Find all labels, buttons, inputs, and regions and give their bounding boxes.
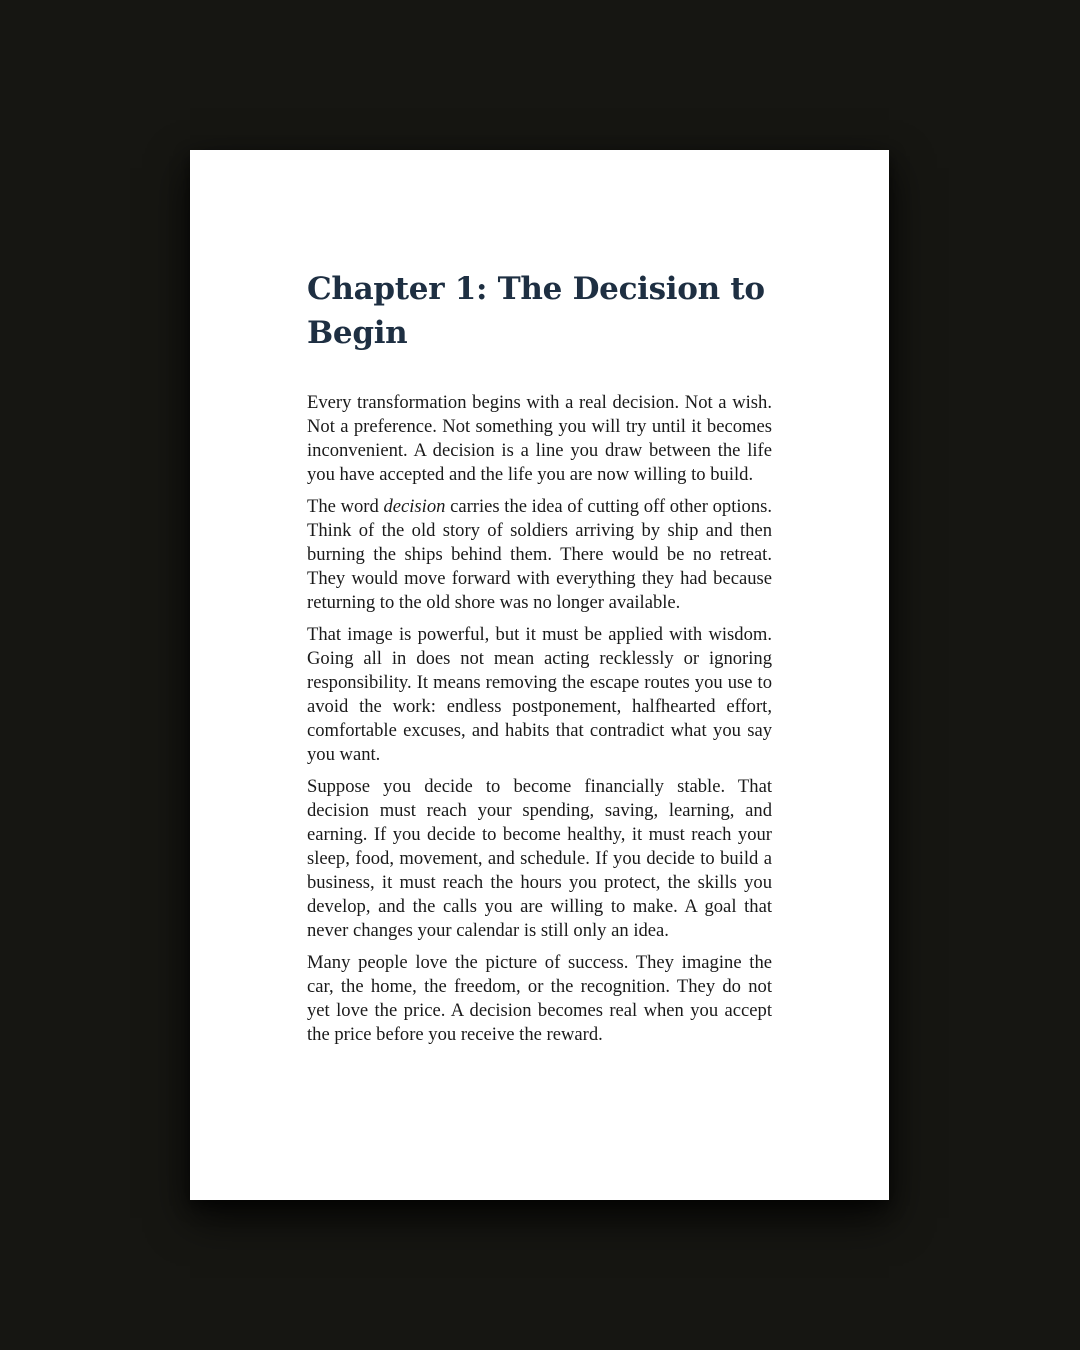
- paragraph-2-lead: The word: [307, 496, 384, 517]
- chapter-body: [307, 391, 772, 1047]
- paragraph-3: That image is powerful, but it must be applied with wisdom. Going all in does not mean acting recklessly or ignoring responsibility. It means removing the escape routes you use to avoid the work: endless postponement, halfhearted effort, comfortable excuses, and habits that contradict what you say you want.: [307, 624, 772, 765]
- paragraph-2: [307, 495, 772, 615]
- paragraph-4: Suppose you decide to become financially stable. That decision must reach your spending, saving, learning, and earning. If you decide to become healthy, it must reach your sleep, food, movement, and schedule. If you decide to build a business, it must reach the hours you protect, the skills you develop, and the calls you are willing to make. A goal that never changes your calendar is still only an idea.: [307, 776, 772, 941]
- emphasized-word: decision: [383, 496, 446, 517]
- paragraph-2-rest: carries the idea of cutting off other options. Think of the old story of soldiers arriving by ship and then burning the ships behind them. There would be no retreat. They would move forward with everything they had because returning to the old shore was no longer available.: [307, 496, 773, 613]
- paragraph-1: Every transformation begins with a real decision. Not a wish. Not a preference. Not something you will try until it becomes inconvenient. A decision is a line you draw between the life you have accepted and the life you are now willing to build.: [307, 392, 772, 485]
- paragraph-5: Many people love the picture of success. They imagine the car, the home, the freedom, or the recognition. They do not yet love the price. A decision becomes real when you accept the price before you receive the reward.: [307, 952, 772, 1045]
- book-page: [190, 150, 889, 1200]
- chapter-title: Chapter 1: The Decision to Begin: [307, 271, 765, 351]
- page-content: [307, 267, 772, 1055]
